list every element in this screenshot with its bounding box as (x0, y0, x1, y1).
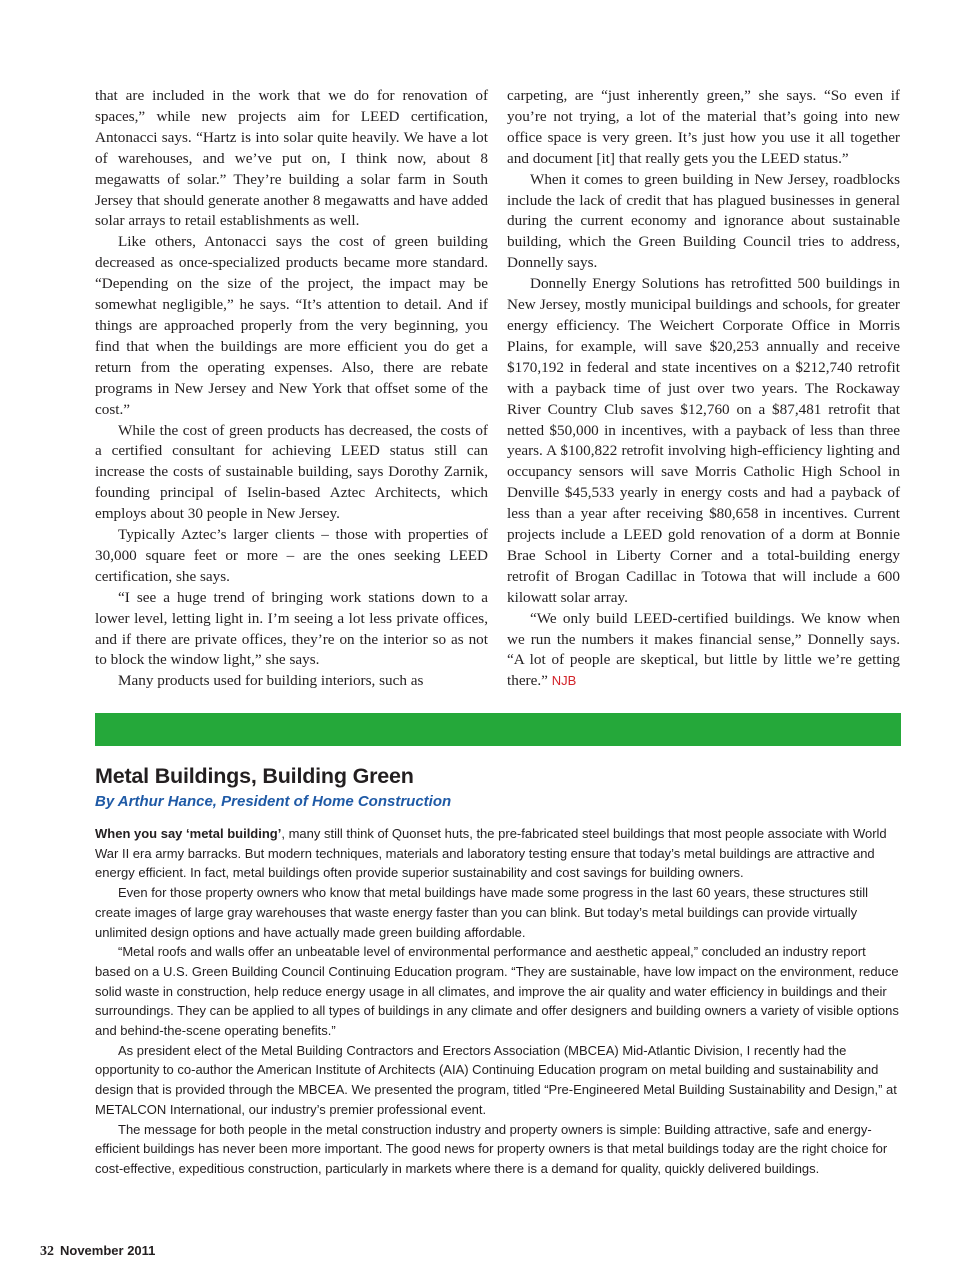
page-number: 32 (40, 1244, 54, 1259)
njb-end-mark: NJB (551, 673, 577, 689)
article-paragraph: Donnelly Energy Solutions has retrofitted 500 buildings in New Jersey, mostly municipal buildings and schools, for greater energy efficiency. The Weichert Corporate Office in Morris Plains, for example, will save $20,253 annually and receive $170,192 in federal and state incentives on a $212,740 retrofit with a payback time of just over two years. The Rockaway River Country Club saves $12,760 on a $87,481 retrofit that netted $50,000 in incentives, with a payback of less than three years. A $100,822 retrofit involving high-efficiency lighting and occupancy sensors will save Morris Catholic High School in Denville $45,533 yearly in energy costs and had a payback of less than a year after receiving $80,658 in incentives. Current projects include a LEED gold renovation of a dorm at Bonnie Brae School in Liberty Corner and a total-building energy retrofit of Brogan Cadillac in Totowa that will include a 600 kilowatt solar array. (507, 275, 900, 606)
sidebar-paragraph: The message for both people in the metal construction industry and property owners is simple: Building attractive, safe and energy-efficient buildings has never been more important. The good news for property owners is that metal buildings today are the right choice for cost-effective, expeditious construction, particularly in markets where there is a demand for quality, quickly delivered buildings. (95, 1121, 888, 1176)
article-right-column (507, 86, 900, 692)
article-paragraph: When it comes to green building in New Jersey, roadblocks include the lack of credit that has plagued businesses in general during the current economy and ignorance about sustainable building, which the Green Building Council tries to address, Donnelly says. (507, 170, 900, 272)
sidebar-paragraph: As president elect of the Metal Building Contractors and Erectors Association (MBCEA) Mid-Atlantic Division, I recently had the opportunity to co-author the American Institute of Architects (AIA) Continuing Education program on metal building and sustainability and design that is provided through the MBCEA. We presented the program, titled “Pre-Engineered Metal Building Sustainability and Design,” at METALCON International, our industry’s premier professional event. (95, 1042, 897, 1117)
article-paragraph: Many products used for building interiors, such as (118, 672, 424, 690)
sidebar-first-paragraph-text: , many still think of Quonset huts, the pre-fabricated steel buildings that most people associate with World War II era army barracks. But modern techniques, materials and laboratory testing ensure that today’s metal buildings are attractive and energy efficient. In fact, metal buildings often provide superior sustainability and cost savings for building owners. (95, 826, 887, 881)
article-paragraph-last (507, 609, 900, 693)
sidebar-byline: By Arthur Hance, President of Home Construction (95, 793, 452, 810)
sidebar-lead-in: When you say ‘metal building’ (95, 826, 282, 841)
article-paragraph-text: “We only build LEED-certified buildings. We know when we run the numbers it makes financial sense,” Donnelly says. “A lot of people are skeptical, but little by little we’re getting there.” (507, 609, 900, 690)
article-paragraph: Like others, Antonacci says the cost of green building decreased as once-specialized products became more standard. “Depending on the size of the project, the impact may be somewhat negligible,” he says. “It’s attention to detail. And if things are approached properly from the very beginning, you find that when the buildings are more efficient you do get a return from the operating expenses. Also, there are rebate programs in New Jersey and New York that offset some of the cost.” (95, 233, 488, 418)
article-paragraph: Typically Aztec’s larger clients – those with properties of 30,000 square feet or more – are the ones seeking LEED certification, she says. (95, 526, 488, 585)
sidebar-paragraph: “Metal roofs and walls offer an unbeatable level of environmental performance and aesthetic appeal,” concluded an industry report based on a U.S. Green Building Council Continuing Education program. “They are sustainable, have low impact on the environment, reduce solid waste in construction, help reduce energy usage in all climates, and improve the air quality and water efficiency in buildings and their surroundings. They can be applied to all types of buildings in any climate and offer designers and building owners a variety of visible options and behind-the-scene operating benefits.” (95, 944, 899, 1039)
page-footer (40, 1242, 155, 1261)
sidebar-green-bar (95, 713, 901, 746)
sidebar-paragraph (95, 824, 901, 883)
article-left-column (95, 86, 488, 692)
article-paragraph: that are included in the work that we do for renovation of spaces,” while new projects aim for LEED certification, Antonacci says. “Hartz is into solar quite heavily. We have a lot of warehouses, and we’ve put on, I think now, about 8 megawatts of solar.” They’re building a solar farm in South Jersey that should generate another 8 megawatts and have added solar arrays to retail establishments as well. (95, 87, 488, 230)
sidebar-title: Metal Buildings, Building Green (95, 764, 414, 788)
article-paragraph: “I see a huge trend of bringing work stations down to a lower level, letting light in. I’m seeing a lot less private offices, and if there are private offices, they’re on the interior so as not to block the window light,” she says. (95, 588, 488, 669)
article-paragraph: While the cost of green products has decreased, the costs of a certified consultant for achieving LEED status still can increase the costs of sustainable building, says Dorothy Zarnik, founding principal of Iselin-based Aztec Architects, which employs about 30 people in New Jersey. (95, 421, 488, 523)
sidebar-paragraph: Even for those property owners who know that metal buildings have made some progress in the last 60 years, these structures still create images of large gray warehouses that waste energy faster than you can blink. But today’s metal buildings can provide virtually unlimited design options and have actually made green building affordable. (95, 885, 869, 940)
sidebar-body (95, 824, 901, 1179)
sidebar-article (95, 762, 901, 1179)
article-paragraph: carpeting, are “just inherently green,” she says. “So even if you’re not trying, a lot of the material that’s going into new office space is very green. It’s just how you use it all together and document [it] that really gets you the LEED status.” (507, 87, 900, 167)
issue-date: November 2011 (60, 1243, 156, 1258)
